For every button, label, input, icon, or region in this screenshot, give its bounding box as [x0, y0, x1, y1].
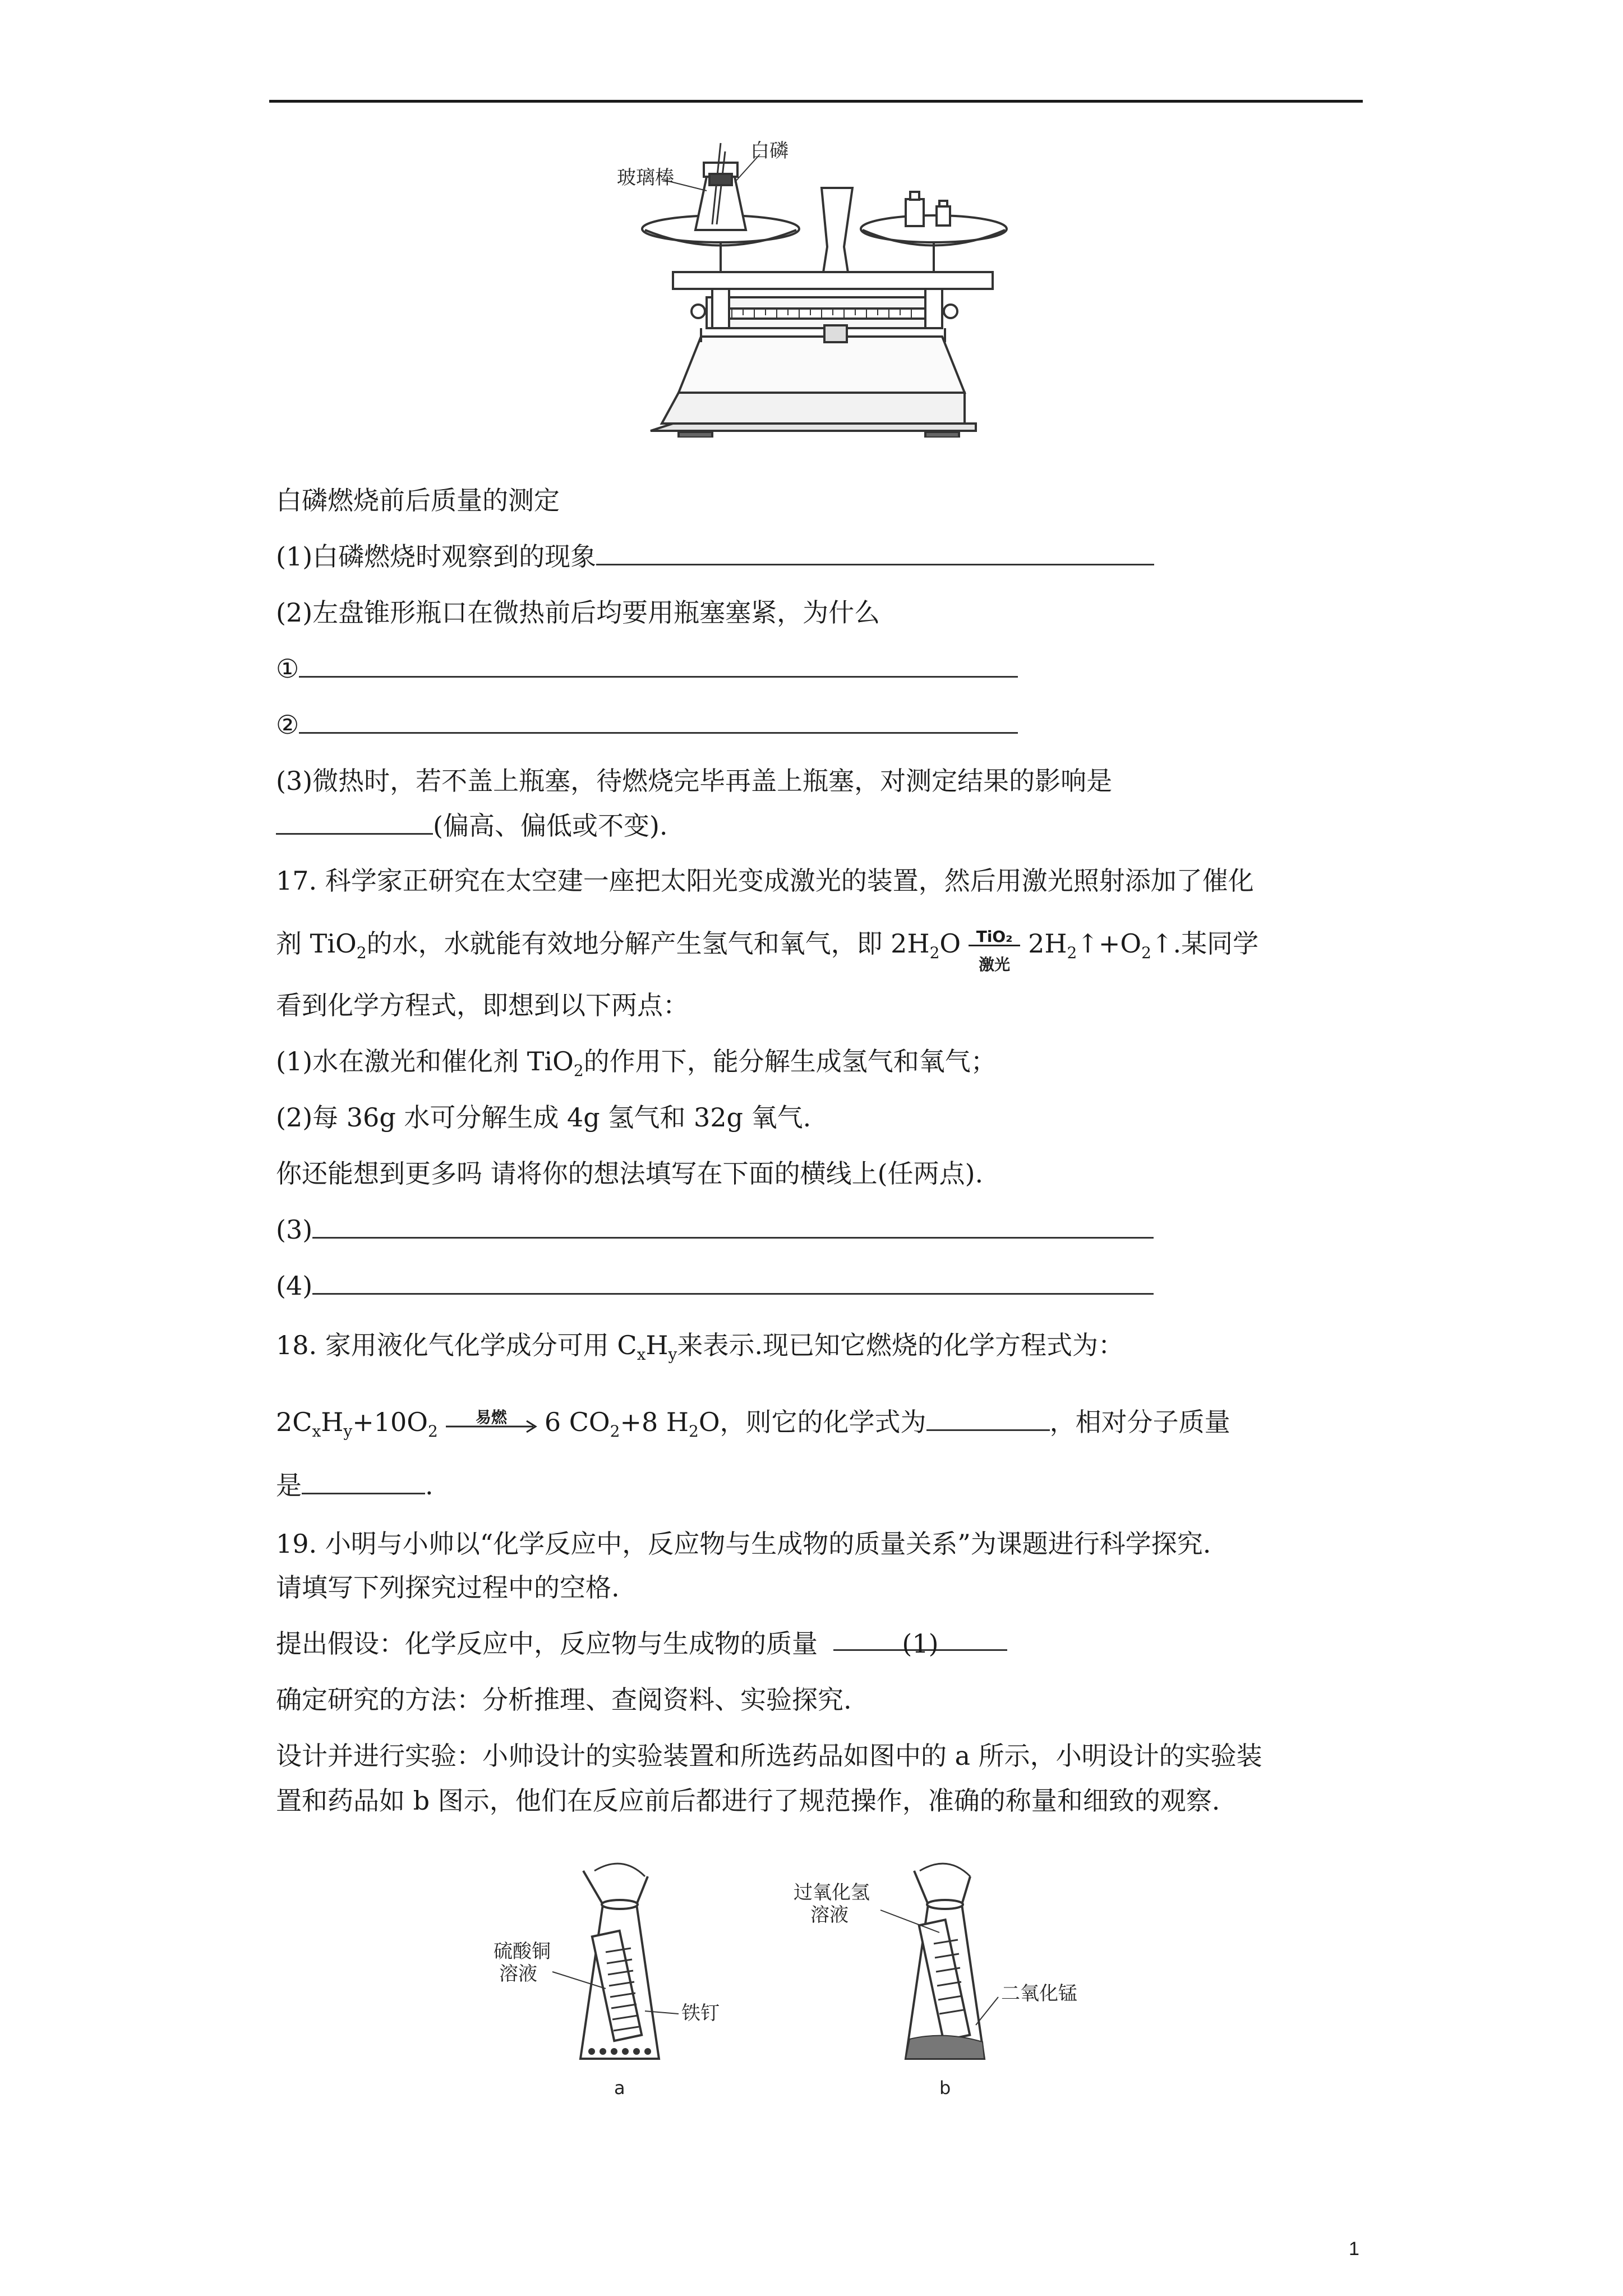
header-rule: [269, 100, 1363, 103]
q17-point1: [276, 1045, 997, 1088]
q17-l2b: 的水，水就能有效地分解产生氢气和氧气，即 2H: [366, 928, 930, 959]
q18-line3: [276, 1469, 434, 1502]
q17-line3: 看到化学方程式，即想到以下两点：: [276, 990, 689, 1020]
q18-l1-y: y: [668, 1345, 677, 1364]
q16-part3-suffix: (偏高、偏低或不变).: [433, 811, 668, 841]
q17-l2f: ↑.某同学: [1151, 928, 1259, 959]
q19-hypothesis: [276, 1627, 1007, 1660]
glass-rod-label: 玻璃棒: [617, 167, 674, 189]
q17-line1: 17. 科学家正研究在太空建一座把太阳光变成激光的装置，然后用激光照射添加了催化: [276, 866, 1254, 896]
hydrogen-peroxide-label-1: 过氧化氢: [794, 1881, 870, 1904]
q16-caption: 白磷燃烧前后质量的测定: [276, 485, 560, 516]
q17-l2c: O: [939, 928, 961, 959]
q16-part3-blank[interactable]: [276, 811, 433, 835]
q19-method: 确定研究的方法：分析推理、查阅资料、实验探究.: [276, 1685, 852, 1715]
q16-part3-line2: [276, 809, 668, 843]
hydrogen-peroxide-label-2: 溶液: [810, 1904, 849, 1926]
q17-line2: [276, 927, 1259, 974]
q18-l1-x: x: [637, 1345, 646, 1364]
q18-l3b: .: [425, 1470, 434, 1501]
q17-point3-label: (3): [276, 1214, 313, 1245]
q17-point1-a: (1)水在激光和催化剂 TiO: [276, 1046, 574, 1076]
q19-hypothesis-text: 提出假设：化学反应中，反应物与生成物的质量: [276, 1628, 818, 1659]
q18-l3a: 是: [276, 1470, 302, 1501]
q17-point1-b: 的作用下，能分解生成氢气和氧气；: [583, 1046, 997, 1076]
q18-l2-x: x: [312, 1422, 321, 1441]
q17-prompt: 你还能想到更多吗 请将你的想法填写在下面的横线上(任两点).: [276, 1158, 984, 1189]
q17-l2d: 2H: [1028, 928, 1067, 959]
copper-sulfate-label-1: 硫酸铜: [494, 1940, 551, 1963]
q18-formula-blank[interactable]: [926, 1407, 1050, 1431]
q18-l2a: 2C: [276, 1407, 312, 1437]
q19-design-line2: 置和药品如 b 图示，他们在反应前后都进行了规范操作，准确的称量和细致的观察.: [276, 1786, 1220, 1816]
q17-l2e: ↑+O: [1077, 928, 1142, 959]
q16-cause1-blank[interactable]: [299, 654, 1018, 678]
q16-cause2-blank[interactable]: [299, 710, 1018, 734]
q17-l2a: 剂 TiO: [276, 928, 357, 959]
q18-mass-blank[interactable]: [302, 1470, 425, 1494]
q16-part1: [276, 540, 1154, 573]
q16-cause1: [276, 652, 1018, 685]
flask-a-caption: a: [614, 2077, 625, 2099]
q19-line2: 请填写下列探究过程中的空格.: [276, 1572, 620, 1603]
manganese-dioxide-label: 二氧化锰: [1001, 1982, 1077, 2005]
white-phosphorus-label: 白磷: [750, 140, 789, 162]
q17-point1-sub: 2: [573, 1061, 584, 1080]
q16-cause2: [276, 708, 1018, 742]
q18-l1a: 18. 家用液化气化学成分可用 C: [276, 1330, 637, 1360]
q18-l2c-sub: 2: [428, 1422, 438, 1441]
flask-experiment-figure: [488, 1854, 1144, 2101]
q18-l2c: +10O: [352, 1407, 428, 1437]
q18-l2b: H: [321, 1407, 344, 1437]
q17-point4-label: (4): [276, 1271, 313, 1301]
q17-point2: (2)每 36g 水可分解生成 4g 氢气和 32g 氧气.: [276, 1102, 811, 1133]
q19-hypothesis-blank-label: (1): [902, 1628, 939, 1659]
copper-sulfate-label-2: 溶液: [499, 1963, 537, 1985]
q17-point4-blank[interactable]: [312, 1271, 1154, 1295]
q17-arrow-top: TiO₂: [976, 927, 1013, 946]
q16-part1-text: (1)白磷燃烧时观察到的现象: [276, 541, 597, 572]
flask-b-caption: b: [939, 2077, 951, 2099]
q18-l2d: 6 CO: [544, 1407, 610, 1437]
q17-reaction-arrow: [966, 927, 1022, 974]
q17-point3: [276, 1213, 1154, 1246]
q17-l2d-sub: 2: [1067, 944, 1077, 962]
q17-l2e-sub: 2: [1141, 944, 1151, 962]
q17-l2a-sub: 2: [356, 944, 367, 962]
q17-l2b-sub: 2: [929, 944, 940, 962]
q17-point4: [276, 1269, 1154, 1303]
page-number: 1: [1349, 2238, 1359, 2260]
q18-l2f: O，则它的化学式为: [698, 1407, 926, 1437]
q19-line1: 19. 小明与小帅以“化学反应中，反应物与生成物的质量关系”为课题进行科学探究.: [276, 1529, 1211, 1559]
iron-nail-label: 铁钉: [681, 2002, 720, 2024]
q18-l1b: H: [645, 1330, 668, 1360]
q16-cause2-marker: ②: [276, 710, 299, 740]
q17-point3-blank[interactable]: [312, 1214, 1154, 1239]
q18-arrow-label: 易燃: [475, 1408, 507, 1427]
q18-reaction-arrow: [444, 1407, 539, 1441]
q18-l2e: +8 H: [620, 1407, 689, 1437]
q18-l2d-sub: 2: [610, 1422, 620, 1441]
q16-cause1-marker: ①: [276, 654, 299, 684]
q16-part3-line1: (3)微热时，若不盖上瓶塞，待燃烧完毕再盖上瓶塞，对测定结果的影响是: [276, 766, 1113, 796]
q19-design-line1: 设计并进行实验：小帅设计的实验装置和所选药品如图中的 a 所示，小明设计的实验装: [276, 1741, 1262, 1771]
q17-arrow-bottom: 激光: [979, 955, 1011, 974]
q18-l1c: 来表示.现已知它燃烧的化学方程式为：: [677, 1330, 1124, 1360]
q19-hypothesis-blank[interactable]: [833, 1627, 1007, 1659]
q18-line2: [276, 1405, 1230, 1448]
q18-l2g: ，相对分子质量: [1049, 1407, 1230, 1437]
q18-l2e-sub: 2: [689, 1422, 699, 1441]
q16-part2: (2)左盘锥形瓶口在微热前后均要用瓶塞塞紧，为什么: [276, 597, 880, 628]
q16-part1-blank[interactable]: [596, 541, 1154, 565]
q18-line1: [276, 1328, 1124, 1372]
q18-l2-y: y: [343, 1422, 353, 1441]
balance-figure: [606, 140, 1032, 438]
